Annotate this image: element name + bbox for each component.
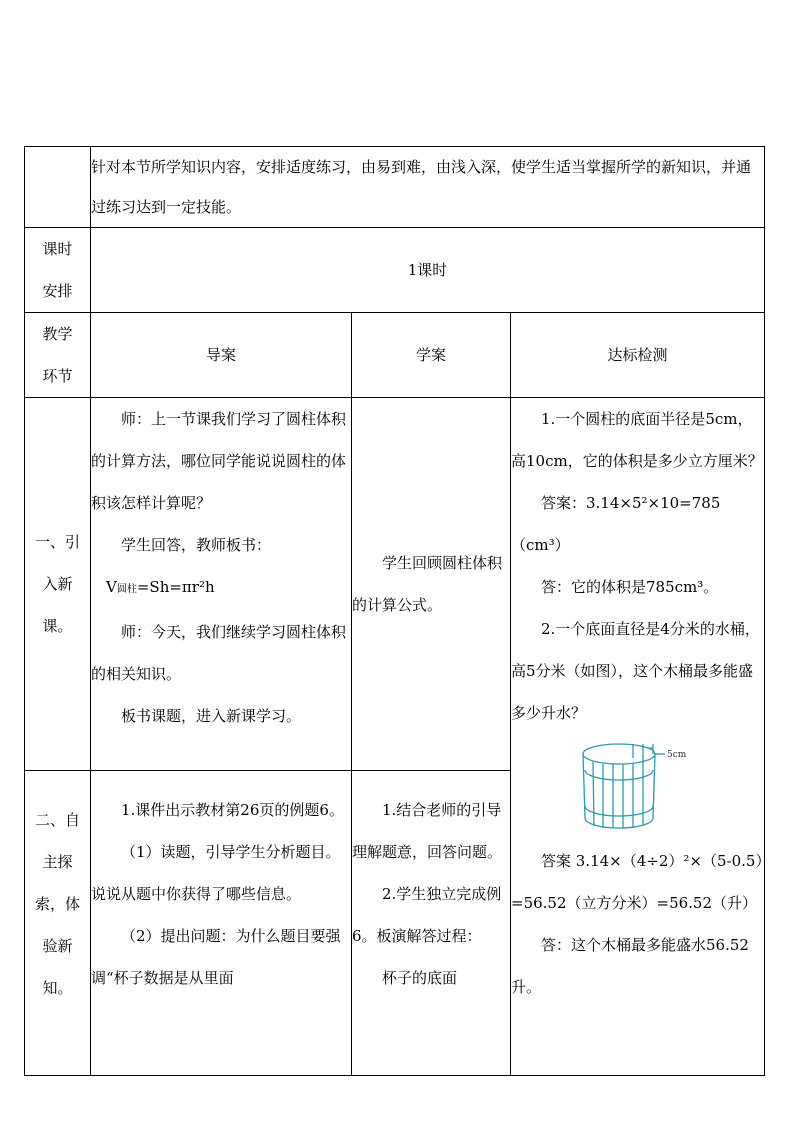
lesson-plan-table (24, 146, 765, 1076)
section2-label-line: 索，体 (34, 895, 80, 913)
check-question-2: 2.一个底面直径是4分米的水桶，高5分米（如图），这个木桶最多能盛多少升水？ (511, 620, 760, 722)
goals-label-cell (25, 147, 91, 228)
formula-rest: =Sh=πr²h (136, 578, 215, 596)
section1-study-paragraph: 学生回顾圆柱体积的计算公式。 (352, 554, 503, 614)
section2-guide-paragraph: （2）提出问题：为什么题目要强调“杯子数据是从里面 (91, 927, 341, 987)
section2-label-line: 二、自 (34, 811, 80, 829)
section2-guide-paragraph: （1）读题，引导学生分析题目。说说从题中你获得了哪些信息。 (91, 843, 341, 903)
check-column-header: 达标检测 (511, 313, 765, 398)
check-cell (511, 398, 765, 1076)
goals-text: 针对本节所学知识内容，安排适度练习，由易到难，由浅入深，使学生适当掌握所学的新知识，并通过练习达到一定技能。 (91, 158, 752, 216)
section2-label-line: 验新 (42, 937, 73, 955)
phase-header-line2: 环节 (42, 367, 73, 385)
guide-column-header: 导案 (91, 313, 352, 398)
goals-row (25, 147, 765, 228)
check-answer-1: 答案：3.14×5²×10=785（cm³） (511, 494, 721, 554)
section1-label-line: 课。 (42, 617, 73, 635)
schedule-label-line2: 安排 (42, 282, 73, 300)
phase-header-label (25, 313, 91, 398)
schedule-label (25, 228, 91, 313)
phase-header-line1: 教学 (42, 325, 73, 343)
section1-label-line: 一、引 (34, 533, 80, 551)
section1-study-cell (352, 398, 511, 771)
check-answer-1-conclusion: 答：它的体积是785cm³。 (541, 578, 719, 596)
volume-formula (91, 566, 351, 611)
section2-label-line: 知。 (42, 979, 73, 997)
section2-label-line: 主探 (42, 853, 73, 871)
section2-study-paragraph: 1.结合老师的引导理解题意，回答问题。 (352, 801, 503, 861)
bucket-dimension-label: 5cm (666, 750, 686, 760)
section2-study-paragraph: 杯子的底面 (382, 969, 458, 987)
schedule-label-line1: 课时 (42, 240, 73, 258)
section1-guide-paragraph: 学生回答，教师板书： (121, 536, 272, 554)
section1-label (25, 398, 91, 771)
check-question-1: 1.一个圆柱的底面半径是5cm，高10cm，它的体积是多少立方厘米？ (511, 410, 763, 470)
section1-guide-paragraph: 师：今天，我们继续学习圆柱体积的相关知识。 (91, 623, 347, 683)
check-answer-2-conclusion: 答：这个木桶最多能盛水56.52升。 (511, 936, 749, 996)
section2-study-cell (352, 771, 511, 1076)
section2-guide-paragraph: 1.课件出示教材第26页的例题6。 (121, 801, 344, 819)
goals-text-cell (91, 147, 765, 228)
section1-guide-paragraph: 板书课题，进入新课学习。 (121, 707, 302, 725)
bucket-illustration (573, 740, 703, 836)
section1-guide-paragraph: 师：上一节课我们学习了圆柱体积的计算方法，哪位同学能说说圆柱的体积该怎样计算呢？ (91, 410, 347, 512)
section2-study-paragraph: 2.学生独立完成例6。板演解答过程： (352, 885, 502, 945)
section1-row (25, 398, 765, 771)
header-row (25, 313, 765, 398)
formula-subscript: 圆柱 (116, 584, 137, 595)
bucket-figure (511, 734, 764, 840)
section1-guide-cell (91, 398, 352, 771)
section2-label (25, 771, 91, 1076)
section1-label-line: 入新 (42, 575, 73, 593)
check-answer-2: 答案 3.14×（4÷2）²×（5-0.5）=56.52（立方分米）=56.52（升） (511, 852, 763, 912)
formula-v: V (106, 578, 117, 596)
section2-guide-cell (91, 771, 352, 1076)
schedule-value: 1课时 (91, 228, 765, 313)
study-column-header: 学案 (352, 313, 511, 398)
schedule-row (25, 228, 765, 313)
